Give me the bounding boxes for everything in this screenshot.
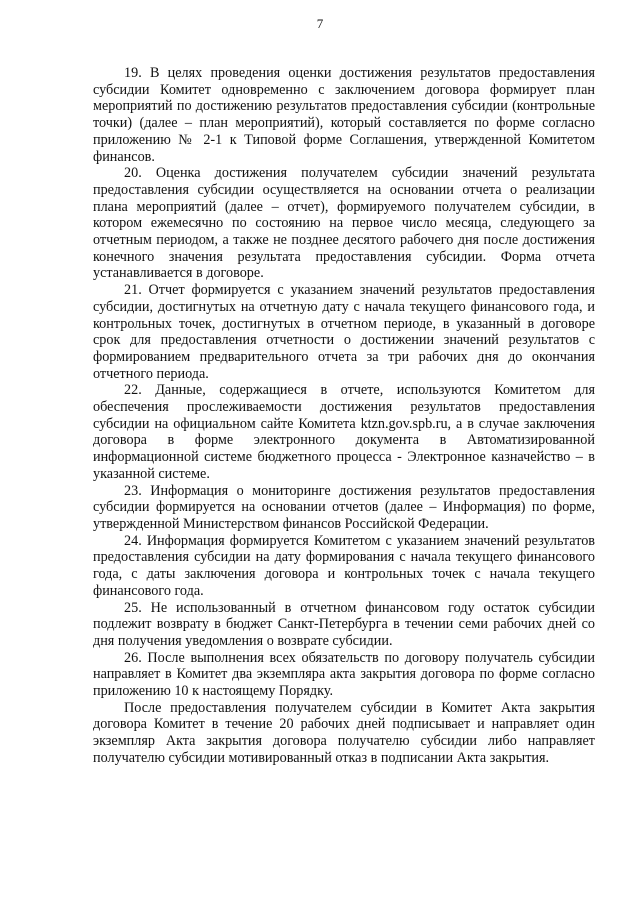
- paragraph-25: 25. Не использованный в отчетном финансовом году остаток субсидии подлежит возврату в бюджет Санкт-Петербурга в течении семи рабочих дней со дня получения уведомления о возврате субсидии.: [93, 599, 595, 649]
- paragraph-19: 19. В целях проведения оценки достижения результатов предоставления субсидии Комитет одновременно с заключением договора формирует план мероприятий по достижению результатов предоставления субсидии (контрольные точки) (далее – план мероприятий), который составляется по форме согласно приложению № 2-1 к Типовой форме Соглашения, утвержденной Комитетом финансов.: [93, 65, 595, 165]
- paragraph-26-continuation: После предоставления получателем субсидии в Комитет Акта закрытия договора Комитет в течение 20 рабочих дней подписывает и направляет один экземпляр Акта закрытия договора получателю субсидии либо направляет получателю субсидии мотивированный отказ в подписании Акта закрытия.: [93, 699, 595, 766]
- paragraph-20: 20. Оценка достижения получателем субсидии значений результата предоставления субсидии осуществляется на основании отчета о реализации плана мероприятий (далее – отчет), формируемого получателем субсидии, в котором ежемесячно по состоянию на первое число месяца, следующего за отчетным периодом, а также не позднее десятого рабочего дня после достижения конечного значения результата предоставления субсидии. Форма отчета устанавливается в договоре.: [93, 165, 595, 282]
- document-body: [93, 65, 595, 767]
- paragraph-23: 23. Информация о мониторинге достижения результатов предоставления субсидии формируется на основании отчетов (далее – Информация) по форме, утвержденной Министерством финансов Российской Федерации.: [93, 482, 595, 532]
- paragraph-24: 24. Информация формируется Комитетом с указанием значений результатов предоставления субсидии на дату формирования с начала текущего финансового года, с даты заключения договора и контрольных точек с начала текущего финансового года.: [93, 532, 595, 599]
- paragraph-22: 22. Данные, содержащиеся в отчете, используются Комитетом для обеспечения прослеживаемости достижения результатов предоставления субсидии на официальном сайте Комитета ktzn.gov.spb.ru, а в случае заключения договора в форме электронного документа в Автоматизированной информационной системе бюджетного процесса - Электронное казначейство – в указанной системе.: [93, 382, 595, 482]
- paragraph-21: 21. Отчет формируется с указанием значений результатов предоставления субсидии, достигнутых на отчетную дату с начала текущего финансового года, и контрольных точек, достигнутых в отчетном периоде, в указанный в договоре срок для предоставления отчетности о достижении значений результатов с формированием предварительного отчета за три рабочих дня до окончания отчетного периода.: [93, 282, 595, 382]
- paragraph-26: 26. После выполнения всех обязательств по договору получатель субсидии направляет в Комитет два экземпляра акта закрытия договора по форме согласно приложению 10 к настоящему Порядку.: [93, 649, 595, 700]
- page-number: 7: [316, 16, 324, 31]
